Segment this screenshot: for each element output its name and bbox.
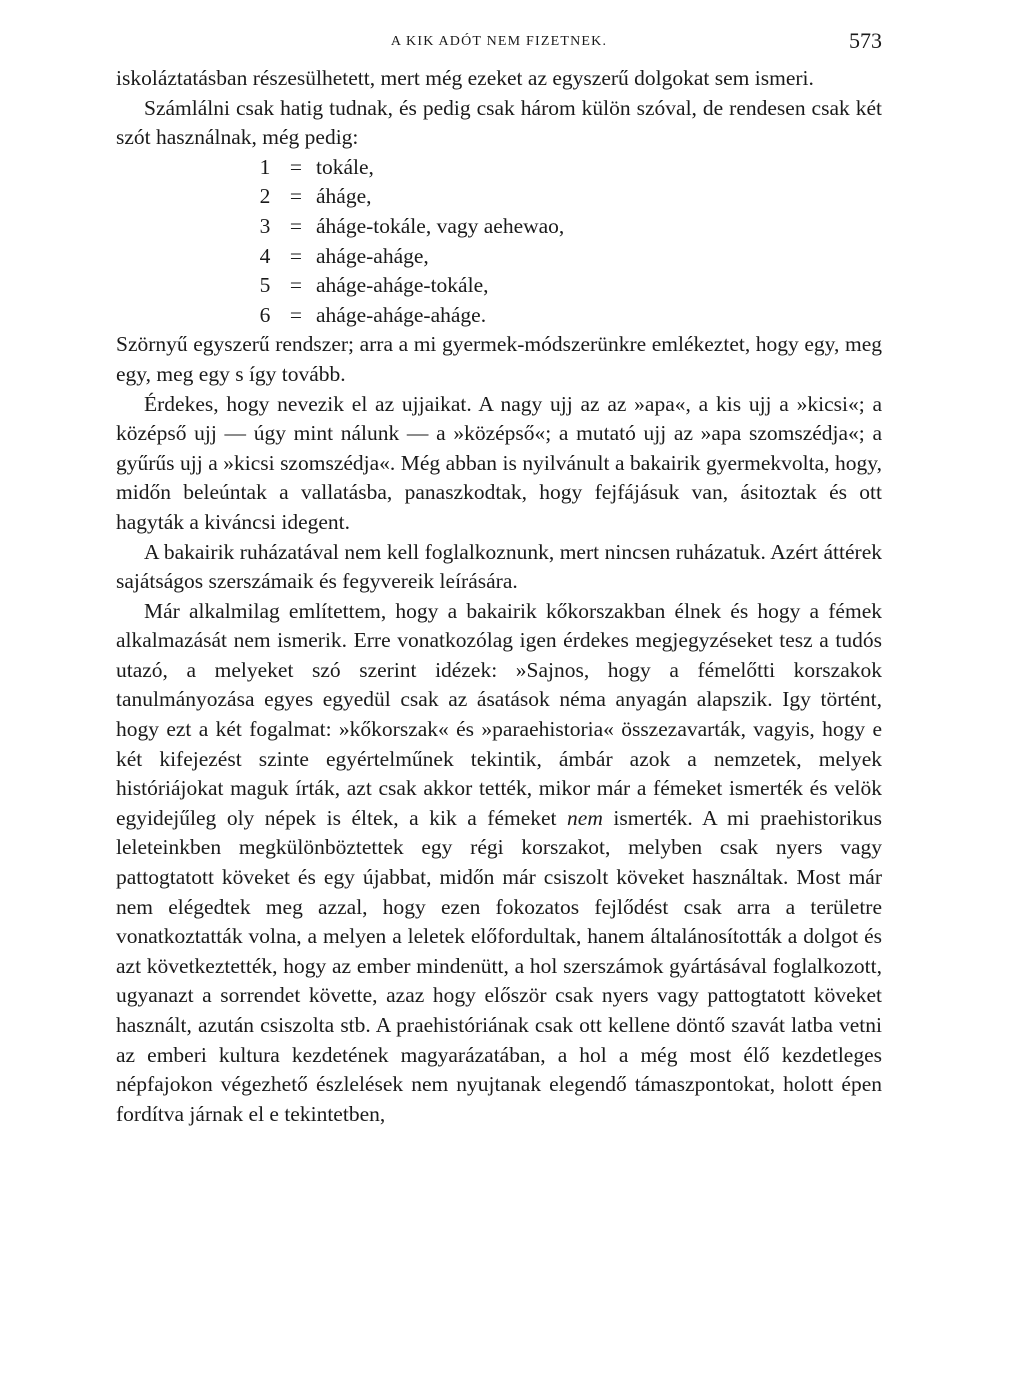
equals-sign: = <box>289 184 303 209</box>
paragraph-6 <box>116 597 882 1130</box>
count-row-2 <box>254 182 882 212</box>
count-row-5 <box>254 271 882 301</box>
count-number: 6 <box>259 302 271 327</box>
count-number: 3 <box>259 213 271 238</box>
count-word: áháge-tokále, vagy aehewao, <box>316 213 565 238</box>
count-number: 1 <box>259 154 271 179</box>
emphasized-word: nem <box>567 805 603 830</box>
count-number: 5 <box>259 273 271 298</box>
page-number: 573 <box>849 28 882 53</box>
count-word: áháge, <box>316 184 372 209</box>
counting-list <box>116 153 882 331</box>
equals-sign: = <box>289 154 303 179</box>
count-number: 4 <box>259 243 271 268</box>
equals-sign: = <box>289 273 303 298</box>
paragraph-3: Szörnyű egyszerű rendszer; arra a mi gyermek-módszerünkre emlékeztet, hogy egy, meg egy, meg egy s így tovább. <box>116 332 882 386</box>
equals-sign: = <box>289 302 303 327</box>
count-word: tokále, <box>316 154 374 179</box>
paragraph-2: Számlálni csak hatig tudnak, és pedig csak három külön szóval, de rendesen csak két szót használnak, még pedig: <box>116 95 882 150</box>
equals-sign: = <box>289 213 303 238</box>
count-number: 2 <box>259 184 271 209</box>
count-row-4 <box>254 242 882 272</box>
body-text <box>116 64 882 1129</box>
paragraph-4: Érdekes, hogy nevezik el az ujjaikat. A nagy ujj az az »apa«, a kis ujj a »kicsi«; a középső ujj — úgy mint nálunk — a »középső«; a mutató ujj az »apa szomszédja«; a gyűrűs ujj a »kicsi szomszédja«. Még abban is nyilvánult a bakairik gyermekvolta, hogy, midőn beleúntak a vallatásba, panaszkodtak, hogy fejfájásuk van, ásitoztak és ott hagyták a kiváncsi idegent. <box>116 391 882 534</box>
paragraph-6-part-2: ismerték. A mi praehistorikus leleteinkben megkülönböztettek egy régi korszakot, melyben csak nyers vagy pattogtatott köveket és egy újabbat, midőn már csiszolt köveket használtak. Most már nem elégedtek meg azzal, hogy ezen fokozatos fejlődést csak arra a területre vonatkoztatták volna, a melyen a leletek előfordultak, hanem általánosították a dolgot és azt következtették, hogy az ember mindenütt, a hol szerszámok gyártásával foglalkozott, ugyanazt a sorrendet követte, azaz hogy először csak nyers vagy pattogtatott köveket használt, azután csiszolta stb. A praehistóriának csak ott kellene döntő szavát latba vetni az emberi kultura kezdetének magyarázatában, a hol a még most élő kezdetleges népfajokon végezhető észlelések nem nyujtanak elegendő támaszpontokat, holott épen fordítva járnak el e tekintetben, <box>116 805 882 1126</box>
count-row-1 <box>254 153 882 183</box>
count-row-6 <box>254 301 882 331</box>
paragraph-5: A bakairik ruházatával nem kell foglalkoznunk, mert nincsen ruházatuk. Azért áttérek sajátságos szerszámaik és fegyvereik leírására. <box>116 539 882 594</box>
paragraph-6-part-1: Már alkalmilag említettem, hogy a bakairik kőkorszakban élnek és hogy a fémek alkalmazását nem ismerik. Erre vonatkozólag igen érdekes megjegyzéseket tesz a tudós utazó, a melyeket szó szerint idézek: »Sajnos, hogy a fémelőtti korszakok tanulmányozása egyes egyedül csak az ásatások néma anyagán alapszik. Igy történt, hogy ezt a két fogalmat: »kőkorszak« és »paraehistoria« összezavarták, vagyis, hogy e két kifejezést szinte egyértelműnek tekintik, ámbár azok a nemzetek, melyek históriájokat maguk írták, azt csak akkor tették, mikor már a fémeket ismerték és velök egyidejűleg oly népek is éltek, a kik a fémeket <box>116 598 882 830</box>
count-word: aháge-aháge-aháge. <box>316 302 487 327</box>
running-head: A KIK ADÓT NEM FIZETNEK. <box>390 34 608 49</box>
count-row-3 <box>254 212 882 242</box>
book-page <box>116 28 882 1129</box>
equals-sign: = <box>289 243 303 268</box>
count-word: aháge-aháge, <box>316 243 429 268</box>
page-header <box>116 28 882 64</box>
count-word: aháge-aháge-tokále, <box>316 273 489 298</box>
paragraph-1: iskoláztatásban részesülhetett, mert még ezeket az egyszerű dolgokat sem ismeri. <box>116 66 814 90</box>
